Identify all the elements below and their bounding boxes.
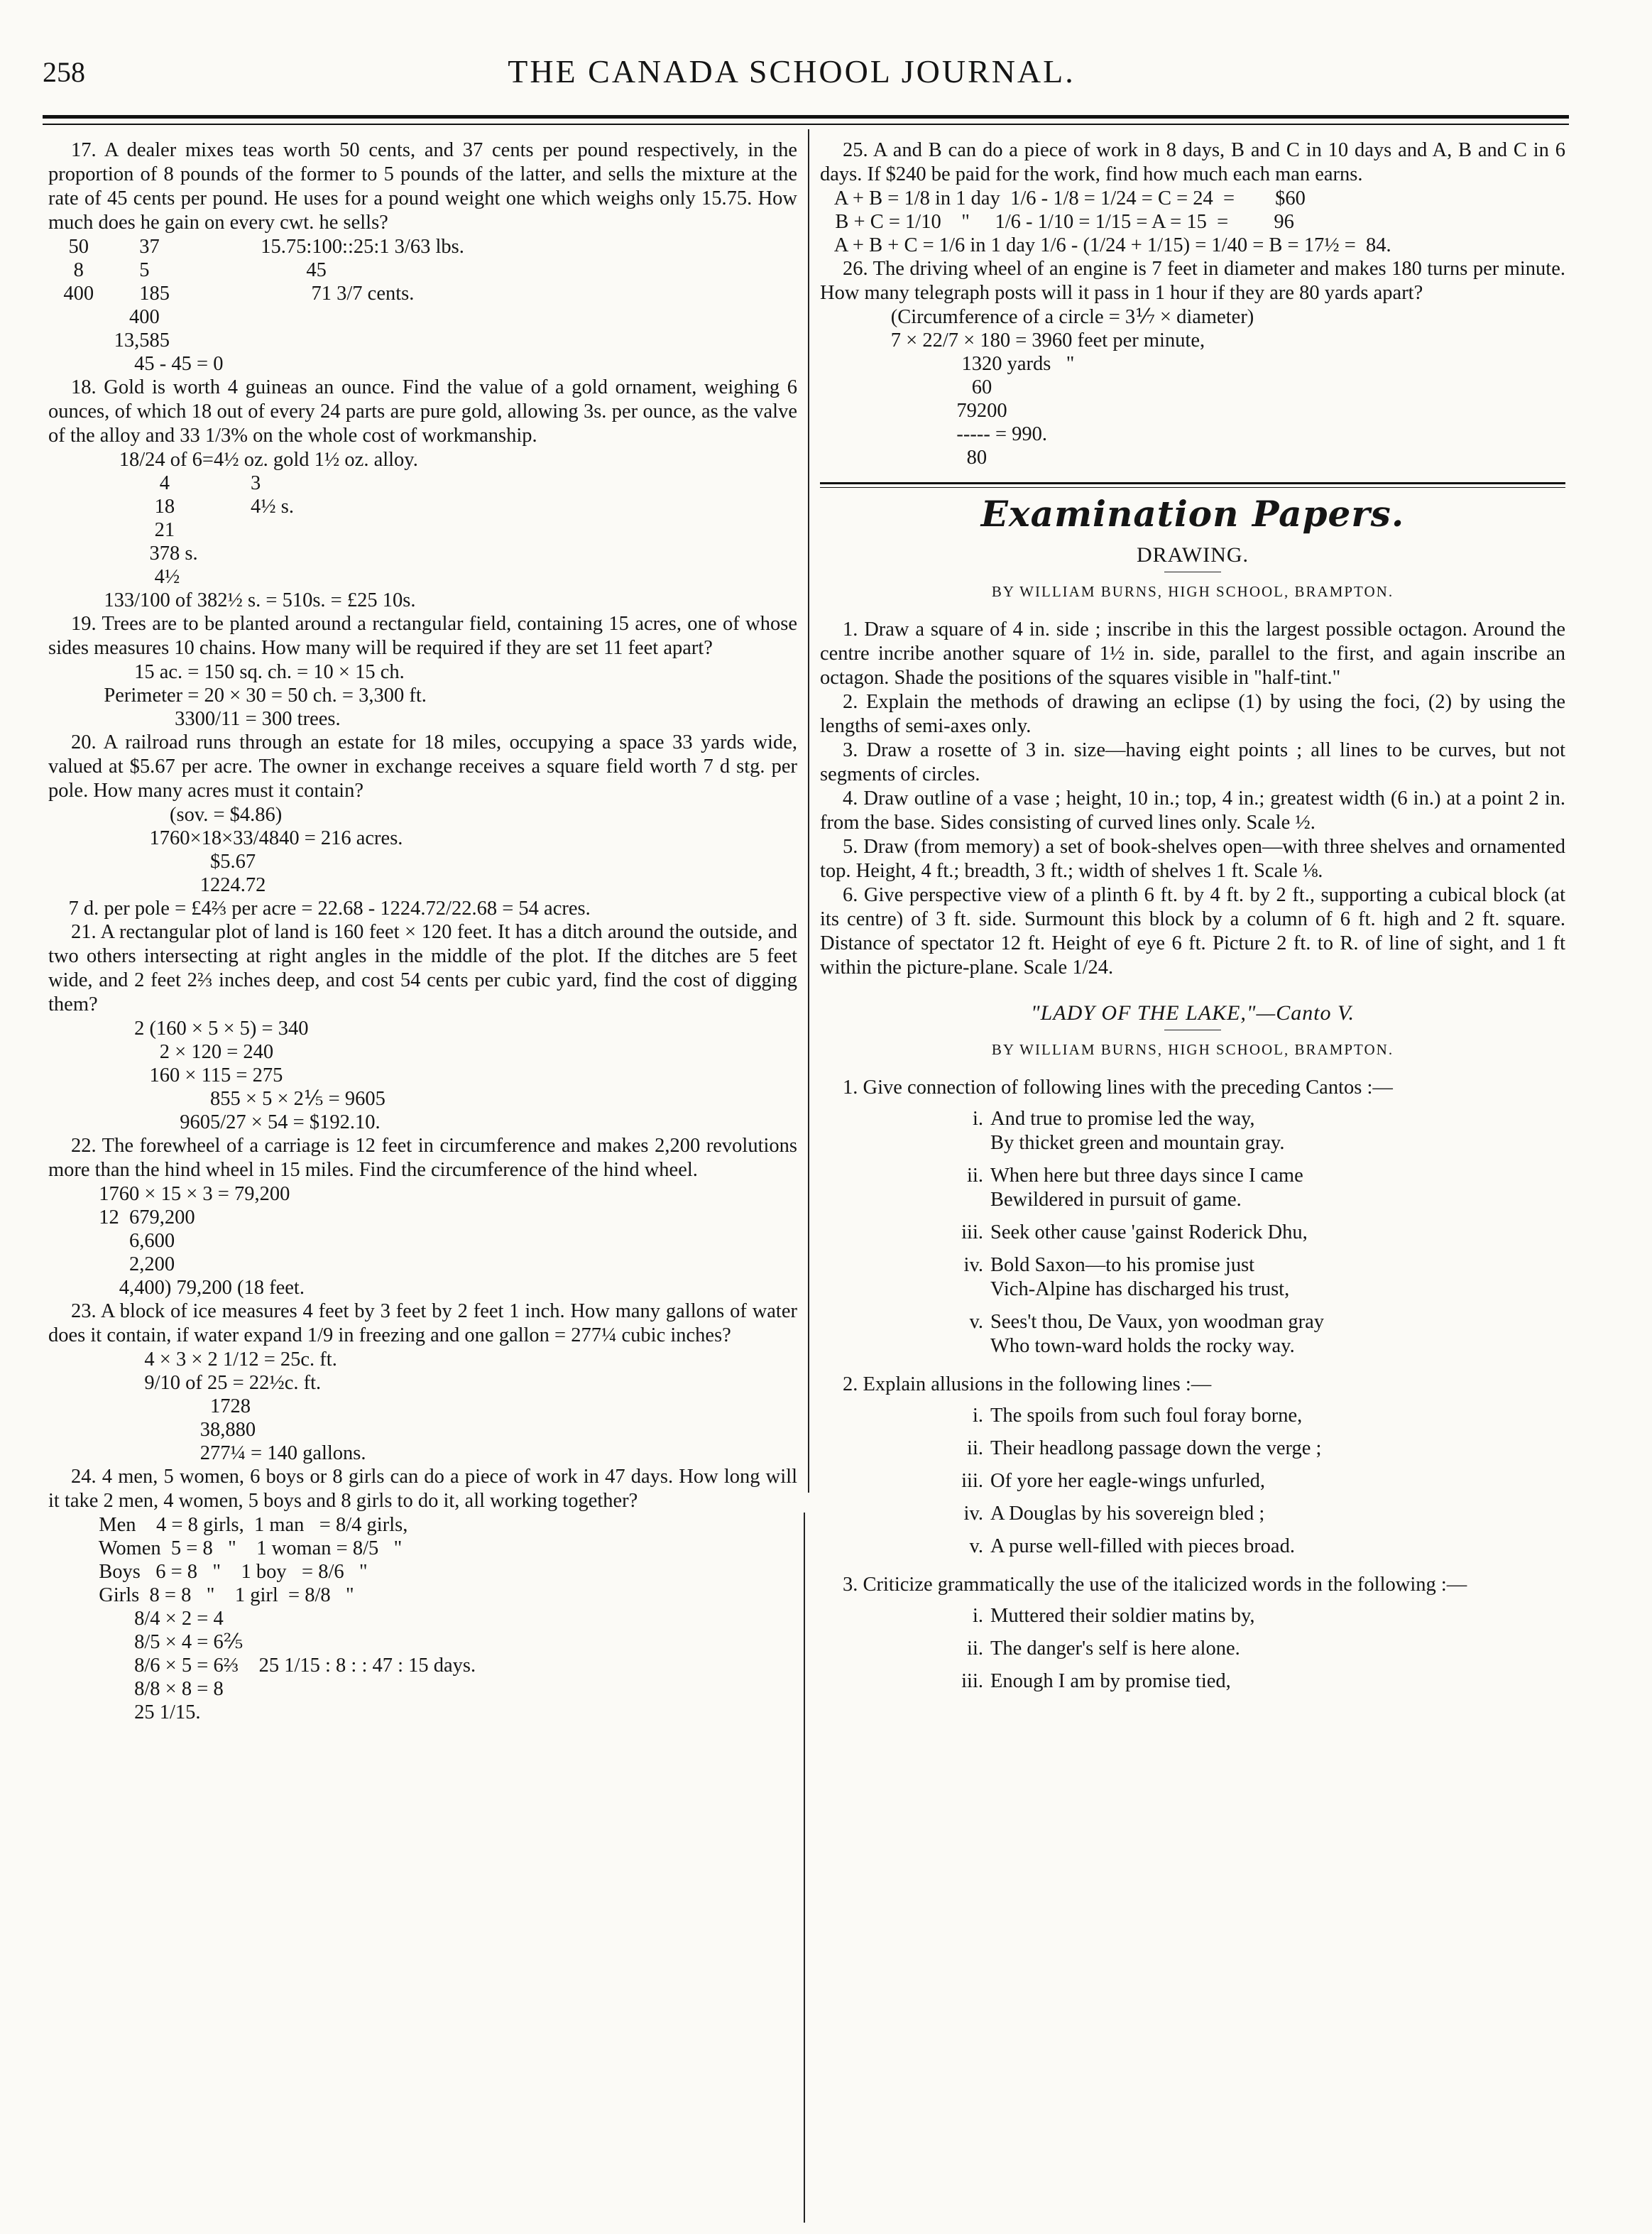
drawing-question-5: 5. Draw (from memory) a set of book-shelves open—with three shelves and ornamented top. Height, 4 ft.; breadth, 3 ft.; width of shelves 1 ft. Scale ⅛. (820, 836, 1565, 882)
item-number: iii. (961, 1470, 983, 1492)
list-item (941, 1502, 1565, 1526)
list-item (941, 1107, 1565, 1155)
item-text: A purse well-filled with pieces broad. (990, 1535, 1295, 1557)
problem-24-work (48, 1513, 797, 1724)
problem-22: 22. The forewheel of a carriage is 12 feet in circumference and makes 2,200 revolutions more than the hind wheel in 15 miles. Find the circumference of the hind wheel. (48, 1135, 797, 1181)
list-item (941, 1310, 1565, 1358)
problem-26: 26. The driving wheel of an engine is 7 feet in diameter and makes 180 turns per minute. How many telegraph posts will it pass in 1 hour if they are 80 yards apart? (820, 258, 1565, 304)
list-item (941, 1669, 1565, 1694)
column-divider (808, 129, 809, 1493)
item-number: v. (969, 1535, 983, 1557)
work-line: 378 s. (48, 543, 198, 565)
item-text: Their headlong passage down the verge ; (990, 1437, 1322, 1459)
work-line: Boys 6 = 8 " 1 boy = 8/6 " (48, 1561, 368, 1583)
left-column (48, 138, 797, 1724)
problem-26-work (820, 305, 1565, 469)
item-number: i. (972, 1605, 983, 1627)
lady-of-the-lake-heading: "LADY OF THE LAKE,"—Canto V. (1030, 1001, 1355, 1025)
item-number: i. (972, 1405, 983, 1427)
examination-papers-heading: Examination Papers. (980, 493, 1405, 535)
work-line: A + B = 1/8 in 1 day 1/6 - 1/8 = 1/24 = C = 24 = $60 (820, 187, 1306, 209)
item-text: When here but three days since I came Bewildered in pursuit of game. (990, 1165, 1303, 1211)
work-line: ----- = 990. (820, 423, 1048, 445)
section-rule-thin (820, 487, 1565, 488)
problem-19-work (48, 660, 797, 731)
item-text: The spoils from such foul foray borne, (990, 1405, 1303, 1427)
drawing-question-1: 1. Draw a square of 4 in. side ; inscribe in this the largest possible octagon. Around the centre incribe another square of 1½ in. side, parallel to the first, and again inscribe an octagon. Shade the positions of the squares visible in "half-tint." (820, 619, 1565, 689)
page-number: 258 (43, 56, 85, 88)
item-number: iv. (963, 1254, 983, 1276)
problem-22-work (48, 1182, 797, 1299)
problem-20-work (48, 803, 797, 920)
work-line: 7 × 22/7 × 180 = 3960 feet per minute, (820, 329, 1205, 352)
item-text: And true to promise led the way, By thicket green and mountain gray. (990, 1108, 1285, 1154)
list-item (941, 1253, 1565, 1302)
problem-23-work (48, 1348, 797, 1465)
item-text: Sees't thou, De Vaux, yon woodman gray Who town-ward holds the rocky way. (990, 1311, 1325, 1357)
work-line: 1224.72 (48, 874, 266, 896)
work-line: 2 × 120 = 240 (48, 1041, 274, 1063)
work-line: A + B + C = 1/6 in 1 day 1/6 - (1/24 + 1/15) = 1/40 = B = 17½ = 84. (820, 234, 1391, 256)
problem-18-work (48, 448, 797, 612)
right-column (820, 138, 1565, 1708)
list-item (941, 1637, 1565, 1661)
list-item (941, 1535, 1565, 1559)
problem-23: 23. A block of ice measures 4 feet by 3 feet by 2 feet 1 inch. How many gallons of water does it contain, if water expand 1/9 in freezing and one gallon = 277¼ cubic inches? (48, 1300, 797, 1346)
list-item (941, 1164, 1565, 1212)
work-line: 4½ (48, 566, 180, 588)
work-line: 1760×18×33/4840 = 216 acres. (48, 827, 403, 849)
work-line: 160 × 115 = 275 (48, 1064, 283, 1086)
drawing-question-3: 3. Draw a rosette of 3 in. size—having eight points ; all lines to be curves, but not segments of circles. (820, 739, 1565, 785)
work-line: 8 5 45 (48, 259, 327, 281)
work-line: 2 (160 × 5 × 5) = 340 (48, 1018, 309, 1040)
problem-19: 19. Trees are to be planted around a rectangular field, containing 15 acres, one of whose sides measures 10 chains. How many will be required if they are set 11 feet apart? (48, 613, 797, 659)
work-line: 1728 (48, 1395, 251, 1417)
work-line: Women 5 = 8 " 1 woman = 8/5 " (48, 1537, 403, 1559)
work-line: 4 3 (48, 472, 261, 494)
work-line: 15 ac. = 150 sq. ch. = 10 × 15 ch. (48, 661, 405, 683)
work-line: B + C = 1/10 " 1/6 - 1/10 = 1/15 = A = 15 = 96 (820, 211, 1294, 233)
work-line: 21 (48, 519, 175, 541)
drawing-question-6: 6. Give perspective view of a plinth 6 ft. by 4 ft. by 2 ft., supporting a cubical block (at its centre) of 3 ft. side. Surmount this block by a column of 6 ft. high and 2 ft. square. Distance of spectator 12 ft. Height of eye 6 ft. Picture 2 ft. to R. of line of sight, and 1 ft within the picture-plane. Scale 1/24. (820, 884, 1565, 979)
drawing-heading: DRAWING. (1136, 543, 1249, 567)
work-line: 400 185 71 3/7 cents. (48, 283, 415, 305)
drawing-question-4: 4. Draw outline of a vase ; height, 10 in.; top, 4 in.; greatest width (6 in.) at a point 2 in. from the base. Sides consisting of curved lines only. Scale ½. (820, 788, 1565, 834)
work-line: 8/5 × 4 = 6⅖ (48, 1631, 244, 1653)
problem-21: 21. A rectangular plot of land is 160 feet × 120 feet. It has a ditch around the outside, and two others intersecting at right angles in the middle of the plot. If the ditches are 5 feet wide, and 2 feet 2⅔ inches deep, and cost 54 cents per cubic yard, find the cost of digging them? (48, 921, 797, 1015)
work-line: Perimeter = 20 × 30 = 50 ch. = 3,300 ft. (48, 685, 427, 707)
work-line: 12 679,200 (48, 1206, 195, 1228)
work-line: Girls 8 = 8 " 1 girl = 8/8 " (48, 1584, 354, 1606)
lady-question-1: 1. Give connection of following lines with the preceding Cantos :— (843, 1077, 1393, 1099)
column-divider-lower (804, 1513, 805, 2223)
lady-question-3-lines (941, 1604, 1565, 1694)
problem-25: 25. A and B can do a piece of work in 8 days, B and C in 10 days and A, B and C in 6 days. If $240 be paid for the work, find how much each man earns. (820, 139, 1565, 185)
item-number: iv. (963, 1503, 983, 1525)
work-line: 855 × 5 × 2⅕ = 9605 (48, 1088, 385, 1110)
problem-17-work (48, 235, 797, 376)
work-line: 38,880 (48, 1419, 256, 1441)
work-line: 2,200 (48, 1253, 175, 1275)
item-text: Bold Saxon—to his promise just Vich-Alpine has discharged his trust, (990, 1254, 1290, 1300)
drawing-question-2: 2. Explain the methods of drawing an eclipse (1) by using the foci, (2) by using the lengths of semi-axes only. (820, 691, 1565, 737)
work-line: 4,400) 79,200 (18 feet. (48, 1277, 305, 1299)
item-text: Enough I am by promise tied, (990, 1670, 1231, 1692)
problem-18: 18. Gold is worth 4 guineas an ounce. Find the value of a gold ornament, weighing 6 ounces, of which 18 out of every 24 parts are pure gold, allowing 3s. per ounce, as the valve of the alloy and 33 1/3% on the whole cost of workmanship. (48, 376, 797, 447)
work-line: 9/10 of 25 = 22½c. ft. (48, 1372, 322, 1394)
lady-question-2-lines (941, 1404, 1565, 1559)
work-line: 1760 × 15 × 3 = 79,200 (48, 1183, 290, 1205)
drawing-byline: BY WILLIAM BURNS, HIGH SCHOOL, BRAMPTON. (991, 583, 1394, 600)
problem-25-work (820, 187, 1565, 257)
work-line: 50 37 15.75:100::25:1 3/63 lbs. (48, 236, 464, 258)
item-text: Seek other cause 'gainst Roderick Dhu, (990, 1221, 1308, 1243)
item-text: Of yore her eagle-wings unfurled, (990, 1470, 1265, 1492)
list-item (941, 1437, 1565, 1461)
item-number: iii. (961, 1221, 983, 1243)
lady-question-1-lines (941, 1107, 1565, 1358)
work-line: Men 4 = 8 girls, 1 man = 8/4 girls, (48, 1514, 408, 1536)
problem-17: 17. A dealer mixes teas worth 50 cents, and 37 cents per pound respectively, in the proportion of 8 pounds of the former to 5 pounds of the latter, and sells the mixture at the rate of 45 cents per pound. He uses for a pound weight one which weighs only 15.75. How much does he gain on every cwt. he sells? (48, 139, 797, 234)
journal-title: THE CANADA SCHOOL JOURNAL. (508, 53, 1076, 89)
work-line: 45 - 45 = 0 (48, 353, 224, 375)
work-line: 400 (48, 306, 160, 328)
problem-24: 24. 4 men, 5 women, 6 boys or 8 girls can do a piece of work in 47 days. How long will it take 2 men, 4 women, 5 boys and 8 girls to do it, all working together? (48, 1466, 797, 1512)
item-number: ii. (967, 1638, 983, 1660)
work-line: 8/6 × 5 = 6⅔ 25 1/15 : 8 : : 47 : 15 days. (48, 1655, 476, 1677)
item-number: iii. (961, 1670, 983, 1692)
header-rule (43, 115, 1569, 119)
item-number: i. (972, 1108, 983, 1130)
header-rule-thin (43, 124, 1569, 125)
section-rule (820, 482, 1565, 484)
item-text: The danger's self is here alone. (990, 1638, 1240, 1660)
lady-question-2: 2. Explain allusions in the following lines :— (843, 1373, 1212, 1395)
work-line: 6,600 (48, 1230, 175, 1252)
item-number: ii. (967, 1437, 983, 1459)
problem-21-work (48, 1017, 797, 1134)
work-line: $5.67 (48, 851, 256, 873)
work-line: 8/4 × 2 = 4 (48, 1608, 224, 1630)
work-line: 7 d. per pole = £4⅔ per acre = 22.68 - 1224.72/22.68 = 54 acres. (48, 898, 591, 920)
list-item (941, 1221, 1565, 1245)
work-line: 13,585 (48, 329, 170, 352)
item-number: v. (969, 1311, 983, 1333)
work-line: 8/8 × 8 = 8 (48, 1678, 224, 1700)
list-item (941, 1604, 1565, 1628)
item-text: A Douglas by his sovereign bled ; (990, 1503, 1265, 1525)
work-line: 18/24 of 6=4½ oz. gold 1½ oz. alloy. (48, 449, 418, 471)
work-line: 18 4½ s. (48, 496, 294, 518)
work-line: 9605/27 × 54 = $192.10. (48, 1111, 381, 1133)
work-line: 79200 (820, 400, 1007, 422)
work-line: 133/100 of 382½ s. = 510s. = £25 10s. (48, 589, 416, 611)
work-line: 277¼ = 140 gallons. (48, 1442, 366, 1464)
item-text: Muttered their soldier matins by, (990, 1605, 1255, 1627)
lady-question-3: 3. Criticize grammatically the use of the italicized words in the following :— (843, 1574, 1467, 1596)
work-line: (sov. = $4.86) (48, 804, 283, 826)
item-number: ii. (967, 1165, 983, 1187)
list-item (941, 1404, 1565, 1428)
work-line: 80 (820, 447, 988, 469)
work-line: 60 (820, 376, 992, 398)
page-header (43, 55, 1541, 105)
work-line: 4 × 3 × 2 1/12 = 25c. ft. (48, 1348, 337, 1371)
lady-byline: BY WILLIAM BURNS, HIGH SCHOOL, BRAMPTON. (991, 1041, 1394, 1058)
problem-20: 20. A railroad runs through an estate for 18 miles, occupying a space 33 yards wide, valued at $5.67 per acre. The owner in exchange receives a square field worth 7 d stg. per pole. How many acres must it contain? (48, 731, 797, 802)
work-line: 25 1/15. (48, 1701, 201, 1723)
work-line: 3300/11 = 300 trees. (48, 708, 341, 730)
work-line: 1320 yards " (820, 353, 1075, 375)
work-line: (Circumference of a circle = 3⅐ × diameter) (820, 306, 1254, 328)
list-item (941, 1469, 1565, 1493)
